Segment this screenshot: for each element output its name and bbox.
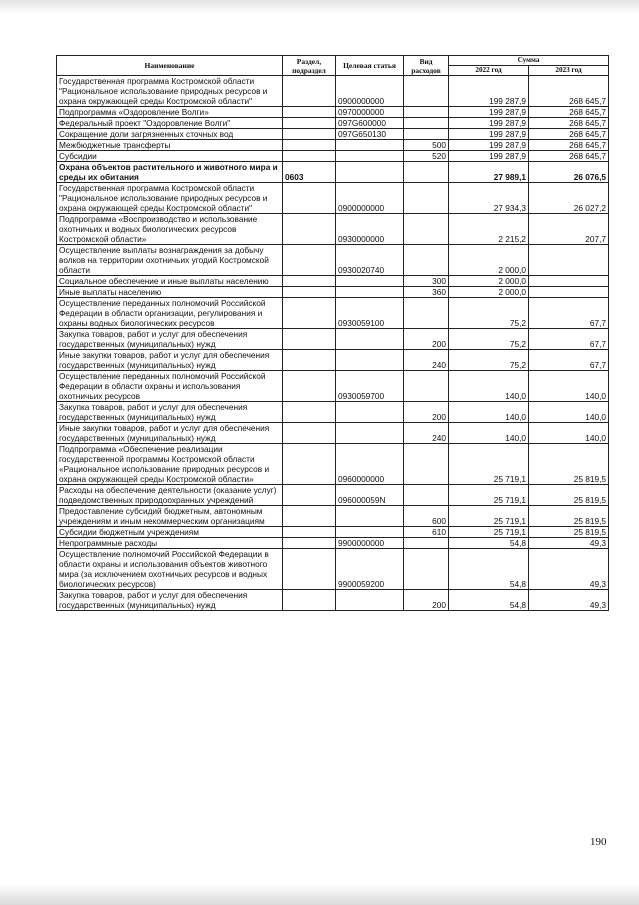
cell-2023: 49,3 xyxy=(529,549,609,590)
cell-target: 0900000000 xyxy=(336,76,404,107)
cell-2023 xyxy=(529,287,609,298)
cell-type xyxy=(404,538,449,549)
cell-target xyxy=(336,140,404,151)
cell-target xyxy=(336,162,404,183)
table-row xyxy=(57,590,609,611)
cell-section xyxy=(283,444,336,485)
cell-type xyxy=(404,444,449,485)
cell-2022: 54,8 xyxy=(449,590,529,611)
cell-section xyxy=(283,129,336,140)
cell-type xyxy=(404,298,449,329)
cell-2023: 25 819,5 xyxy=(529,485,609,506)
cell-target xyxy=(336,506,404,527)
cell-name: Подпрограмма «Оздоровление Волги» xyxy=(57,107,283,118)
cell-section xyxy=(283,350,336,371)
cell-2022: 75,2 xyxy=(449,298,529,329)
cell-target: 9900000000 xyxy=(336,538,404,549)
cell-section xyxy=(283,245,336,276)
cell-2023: 25 819,5 xyxy=(529,444,609,485)
cell-2023: 140,0 xyxy=(529,402,609,423)
cell-section xyxy=(283,527,336,538)
cell-type: 600 xyxy=(404,506,449,527)
cell-2023: 140,0 xyxy=(529,423,609,444)
scan-shadow-bottom xyxy=(0,884,639,905)
cell-2023: 67,7 xyxy=(529,350,609,371)
cell-2022: 140,0 xyxy=(449,371,529,402)
cell-name: Расходы на обеспечение деятельности (оказание услуг) подведомственных природоохранных учреждений xyxy=(57,485,283,506)
cell-target: 097G600000 xyxy=(336,118,404,129)
header-name: Наименование xyxy=(57,56,283,76)
cell-name: Иные выплаты населению xyxy=(57,287,283,298)
cell-2023: 207,7 xyxy=(529,214,609,245)
table-row xyxy=(57,371,609,402)
cell-name: Закупка товаров, работ и услуг для обеспечения государственных (муниципальных) нужд xyxy=(57,329,283,350)
cell-2022: 199 287,9 xyxy=(449,151,529,162)
cell-2023: 49,3 xyxy=(529,538,609,549)
table-row xyxy=(57,214,609,245)
cell-2022: 199 287,9 xyxy=(449,129,529,140)
cell-section xyxy=(283,549,336,590)
cell-section xyxy=(283,402,336,423)
cell-name: Сокращение доли загрязненных сточных вод xyxy=(57,129,283,140)
cell-2022: 25 719,1 xyxy=(449,485,529,506)
cell-2022: 140,0 xyxy=(449,402,529,423)
cell-name: Субсидии xyxy=(57,151,283,162)
cell-2022: 54,8 xyxy=(449,538,529,549)
table-row xyxy=(57,423,609,444)
cell-name: Закупка товаров, работ и услуг для обеспечения государственных (муниципальных) нужд xyxy=(57,590,283,611)
cell-type xyxy=(404,183,449,214)
header-sum: Сумма xyxy=(449,56,609,66)
cell-target: 0960000000 xyxy=(336,444,404,485)
table-row xyxy=(57,350,609,371)
table-row xyxy=(57,402,609,423)
cell-section xyxy=(283,214,336,245)
cell-type xyxy=(404,214,449,245)
cell-name: Государственная программа Костромской области "Рациональное использование природных ресурсов и охрана окружающей среды Костромской области" xyxy=(57,183,283,214)
cell-section xyxy=(283,140,336,151)
table-row xyxy=(57,107,609,118)
header-row xyxy=(57,56,609,66)
cell-2022: 25 719,1 xyxy=(449,527,529,538)
cell-2022: 75,2 xyxy=(449,329,529,350)
cell-target: 0970000000 xyxy=(336,107,404,118)
cell-2022: 27 989,1 xyxy=(449,162,529,183)
cell-target xyxy=(336,527,404,538)
cell-section xyxy=(283,118,336,129)
cell-type xyxy=(404,162,449,183)
table-row xyxy=(57,549,609,590)
cell-2023: 268 645,7 xyxy=(529,129,609,140)
cell-2022: 27 934,3 xyxy=(449,183,529,214)
cell-2023: 268 645,7 xyxy=(529,107,609,118)
cell-2023: 268 645,7 xyxy=(529,118,609,129)
cell-name: Подпрограмма «Воспроизводство и использование охотничьих и водных биологических ресурсов Костромской области» xyxy=(57,214,283,245)
cell-name: Охрана объектов растительного и животного мира и среды их обитания xyxy=(57,162,283,183)
cell-section xyxy=(283,276,336,287)
cell-section xyxy=(283,298,336,329)
cell-2023: 26 076,5 xyxy=(529,162,609,183)
cell-type: 300 xyxy=(404,276,449,287)
cell-target xyxy=(336,151,404,162)
cell-section xyxy=(283,183,336,214)
cell-2022: 75,2 xyxy=(449,350,529,371)
cell-2022: 2 215,2 xyxy=(449,214,529,245)
page-number: 190 xyxy=(590,836,607,848)
cell-type xyxy=(404,371,449,402)
scan-shadow-top xyxy=(0,0,639,14)
header-2022: 2022 год xyxy=(449,66,529,76)
cell-2022: 199 287,9 xyxy=(449,118,529,129)
cell-2023: 67,7 xyxy=(529,298,609,329)
cell-type: 520 xyxy=(404,151,449,162)
cell-target: 0900000000 xyxy=(336,183,404,214)
cell-type: 200 xyxy=(404,590,449,611)
table-row xyxy=(57,140,609,151)
cell-target: 0930000000 xyxy=(336,214,404,245)
cell-target xyxy=(336,423,404,444)
cell-2023: 26 027,2 xyxy=(529,183,609,214)
cell-2022: 140,0 xyxy=(449,423,529,444)
cell-2022: 199 287,9 xyxy=(449,140,529,151)
cell-type: 360 xyxy=(404,287,449,298)
cell-section: 0603 xyxy=(283,162,336,183)
cell-section xyxy=(283,107,336,118)
cell-type: 200 xyxy=(404,402,449,423)
cell-2023: 268 645,7 xyxy=(529,76,609,107)
cell-2023: 140,0 xyxy=(529,371,609,402)
cell-type: 500 xyxy=(404,140,449,151)
header-2023: 2023 год xyxy=(529,66,609,76)
table-row xyxy=(57,329,609,350)
cell-name: Федеральный проект "Оздоровление Волги" xyxy=(57,118,283,129)
cell-2022: 54,8 xyxy=(449,549,529,590)
cell-name: Социальное обеспечение и иные выплаты населению xyxy=(57,276,283,287)
cell-2022: 199 287,9 xyxy=(449,107,529,118)
cell-2023: 268 645,7 xyxy=(529,140,609,151)
cell-name: Государственная программа Костромской области "Рациональное использование природных ресурсов и охрана окружающей среды Костромской области" xyxy=(57,76,283,107)
cell-type xyxy=(404,129,449,140)
cell-section xyxy=(283,485,336,506)
cell-2022: 199 287,9 xyxy=(449,76,529,107)
cell-type xyxy=(404,245,449,276)
cell-name: Непрограммные расходы xyxy=(57,538,283,549)
cell-target: 0930059100 xyxy=(336,298,404,329)
cell-section xyxy=(283,151,336,162)
table-row xyxy=(57,183,609,214)
cell-section xyxy=(283,287,336,298)
cell-section xyxy=(283,76,336,107)
cell-target xyxy=(336,329,404,350)
table-row xyxy=(57,527,609,538)
cell-target xyxy=(336,590,404,611)
cell-2023: 49,3 xyxy=(529,590,609,611)
cell-type xyxy=(404,549,449,590)
cell-target: 0930020740 xyxy=(336,245,404,276)
table-row xyxy=(57,444,609,485)
cell-name: Подпрограмма «Обеспечение реализации государственной программы Костромской области «Рациональное использование природных ресурсов и охрана окружающей среды Костромской области» xyxy=(57,444,283,485)
cell-target xyxy=(336,402,404,423)
cell-type xyxy=(404,118,449,129)
cell-name: Закупка товаров, работ и услуг для обеспечения государственных (муниципальных) нужд xyxy=(57,402,283,423)
cell-name: Межбюджетные трансферты xyxy=(57,140,283,151)
cell-name: Осуществление выплаты вознаграждения за добычу волков на территории охотничьих угодий Костромской области xyxy=(57,245,283,276)
cell-target xyxy=(336,287,404,298)
cell-section xyxy=(283,506,336,527)
cell-2023: 25 819,5 xyxy=(529,506,609,527)
cell-section xyxy=(283,590,336,611)
header-section: Раздел, подраздел xyxy=(283,56,336,76)
table-row xyxy=(57,129,609,140)
cell-name: Иные закупки товаров, работ и услуг для обеспечения государственных (муниципальных) нужд xyxy=(57,423,283,444)
table-row xyxy=(57,245,609,276)
cell-target: 9900059200 xyxy=(336,549,404,590)
cell-type: 610 xyxy=(404,527,449,538)
cell-section xyxy=(283,538,336,549)
cell-type: 240 xyxy=(404,350,449,371)
cell-section xyxy=(283,329,336,350)
cell-section xyxy=(283,423,336,444)
cell-2023: 268 645,7 xyxy=(529,151,609,162)
cell-name: Осуществление полномочий Российской Федерации в области охраны и использования объектов животного мира (за исключением охотничьих ресурсов и водных биологических ресурсов) xyxy=(57,549,283,590)
cell-name: Субсидии бюджетным учреждениям xyxy=(57,527,283,538)
cell-2023: 67,7 xyxy=(529,329,609,350)
cell-target: 0930059700 xyxy=(336,371,404,402)
cell-2022: 2 000,0 xyxy=(449,245,529,276)
header-target: Целевая статья xyxy=(336,56,404,76)
cell-target: 096000059N xyxy=(336,485,404,506)
cell-2023 xyxy=(529,276,609,287)
cell-name: Осуществление переданных полномочий Российской Федерации в области организации, регулирования и охраны водных биологических ресурсов xyxy=(57,298,283,329)
cell-name: Предоставление субсидий бюджетным, автономным учреждениям и иным некоммерческим организациям xyxy=(57,506,283,527)
table-row xyxy=(57,298,609,329)
cell-target xyxy=(336,350,404,371)
table-row xyxy=(57,287,609,298)
cell-2022: 2 000,0 xyxy=(449,287,529,298)
budget-table xyxy=(56,55,609,611)
cell-target: 097G650130 xyxy=(336,129,404,140)
cell-2022: 25 719,1 xyxy=(449,506,529,527)
cell-type xyxy=(404,485,449,506)
cell-type: 240 xyxy=(404,423,449,444)
cell-type: 200 xyxy=(404,329,449,350)
cell-2023 xyxy=(529,245,609,276)
cell-2023: 25 819,5 xyxy=(529,527,609,538)
cell-name: Осуществление переданных полномочий Российской Федерации в области охраны и использования охотничьих ресурсов xyxy=(57,371,283,402)
table-row xyxy=(57,538,609,549)
table-row xyxy=(57,162,609,183)
cell-type xyxy=(404,107,449,118)
cell-2022: 25 719,1 xyxy=(449,444,529,485)
table-body xyxy=(57,76,609,611)
cell-section xyxy=(283,371,336,402)
table-row xyxy=(57,485,609,506)
header-type: Вид расходов xyxy=(404,56,449,76)
table-row xyxy=(57,276,609,287)
cell-2022: 2 000,0 xyxy=(449,276,529,287)
table-row xyxy=(57,506,609,527)
table-row xyxy=(57,76,609,107)
cell-name: Иные закупки товаров, работ и услуг для обеспечения государственных (муниципальных) нужд xyxy=(57,350,283,371)
table-row xyxy=(57,118,609,129)
cell-target xyxy=(336,276,404,287)
table-row xyxy=(57,151,609,162)
cell-type xyxy=(404,76,449,107)
